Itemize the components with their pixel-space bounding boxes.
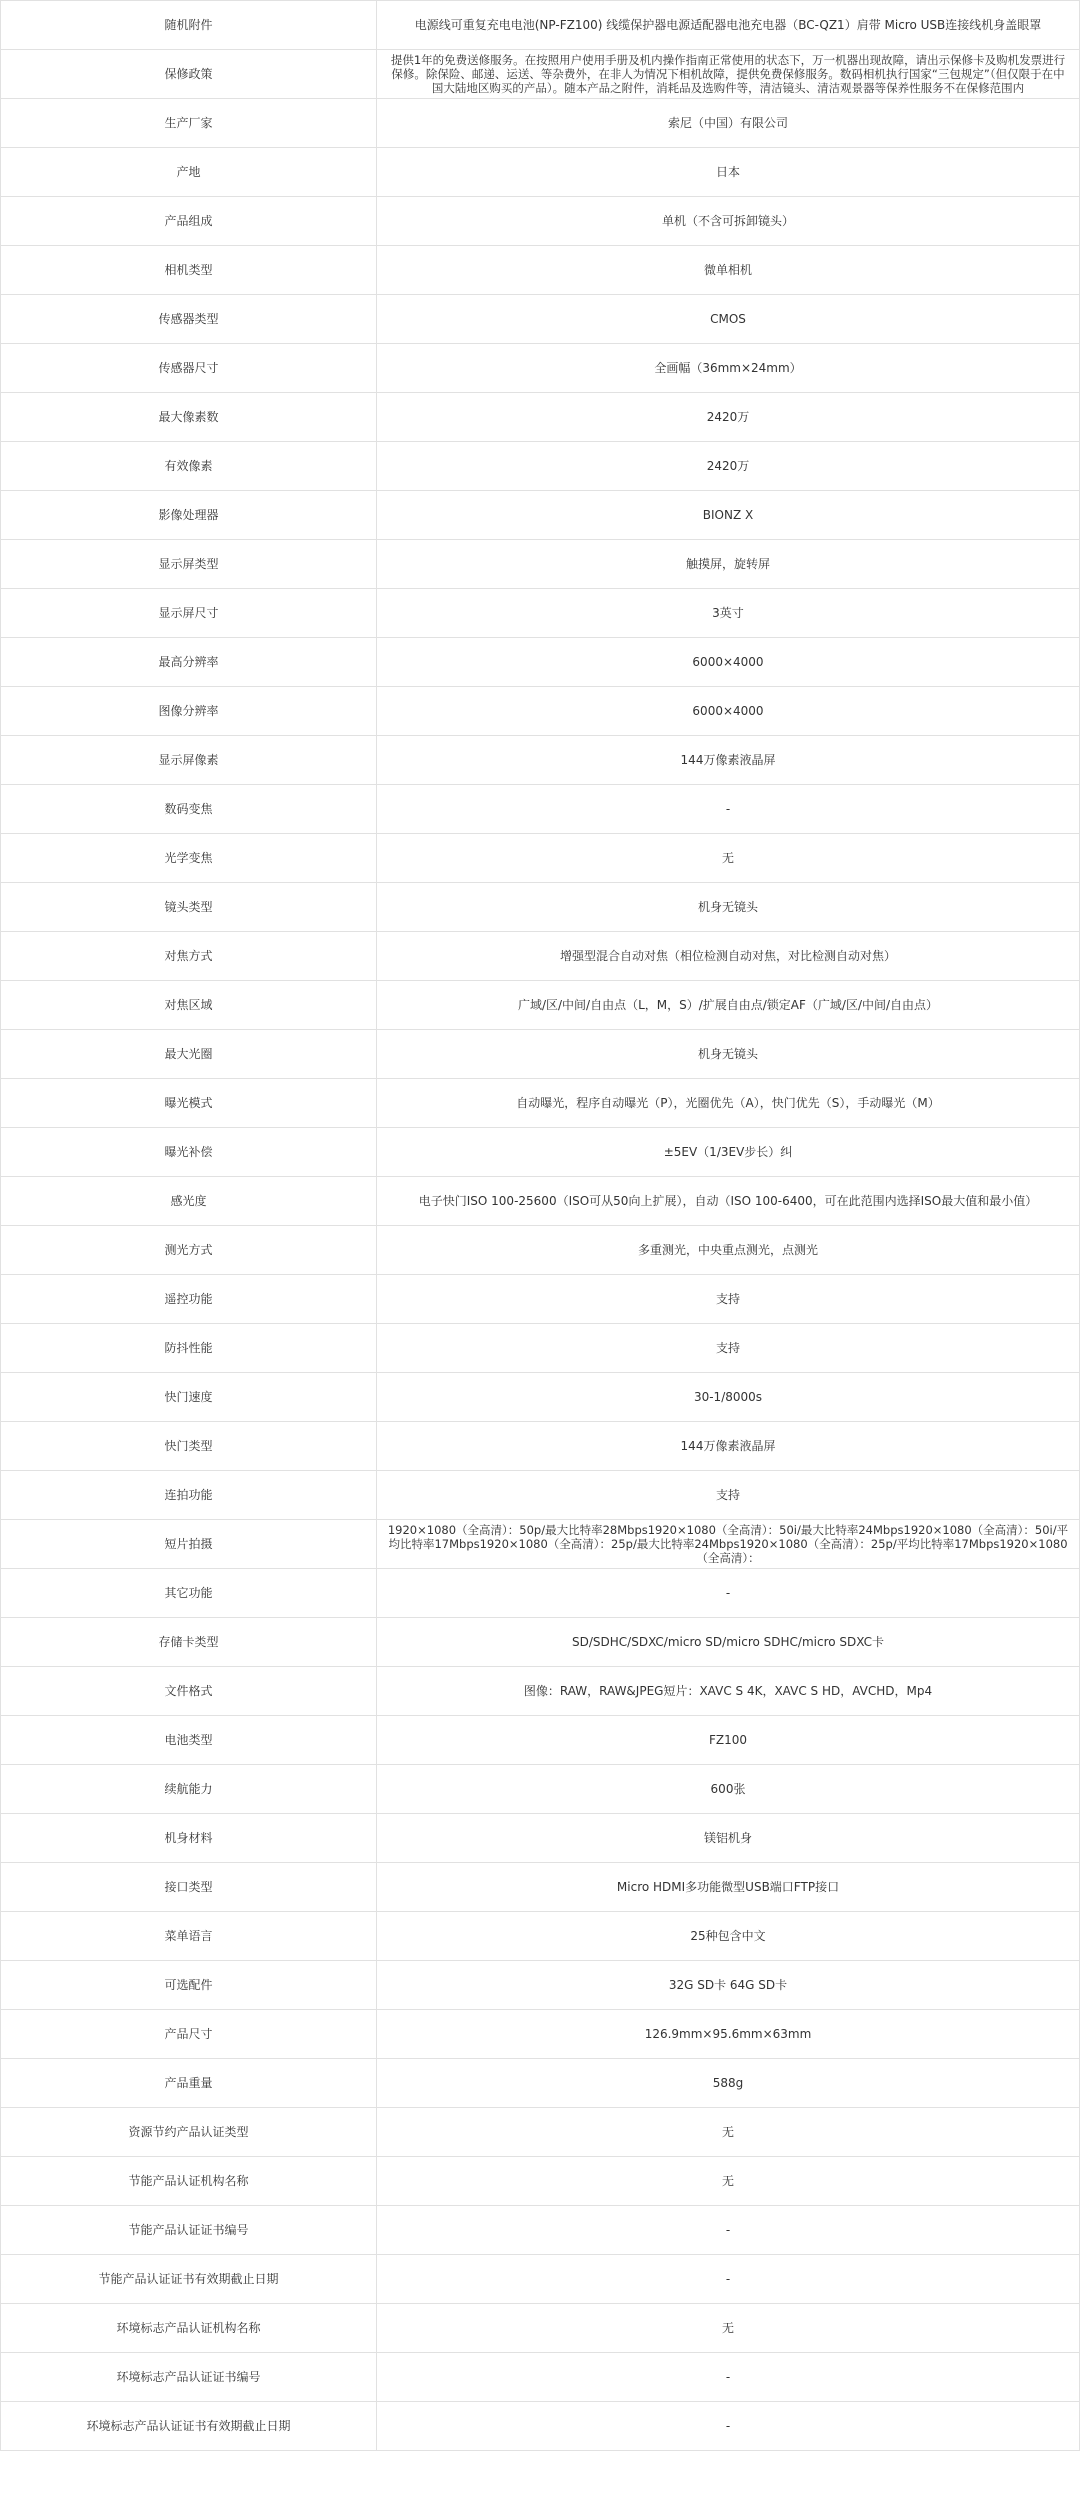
spec-label: 生产厂家: [1, 99, 377, 148]
spec-value: 支持: [377, 1471, 1080, 1520]
spec-label: 节能产品认证证书有效期截止日期: [1, 2255, 377, 2304]
spec-row: [1, 1520, 1080, 1569]
spec-label: 机身材料: [1, 1814, 377, 1863]
spec-row: [1, 295, 1080, 344]
spec-value: SD/SDHC/SDXC/micro SD/micro SDHC/micro SDXC卡: [377, 1618, 1080, 1667]
spec-value: BIONZ X: [377, 491, 1080, 540]
spec-row: [1, 148, 1080, 197]
spec-row: [1, 50, 1080, 99]
spec-value: 144万像素液晶屏: [377, 736, 1080, 785]
spec-value: 588g: [377, 2059, 1080, 2108]
spec-value: -: [377, 1569, 1080, 1618]
spec-label: 保修政策: [1, 50, 377, 99]
spec-label: 显示屏像素: [1, 736, 377, 785]
spec-value: 2420万: [377, 442, 1080, 491]
spec-label: 曝光模式: [1, 1079, 377, 1128]
spec-label: 显示屏类型: [1, 540, 377, 589]
spec-value: 126.9mm×95.6mm×63mm: [377, 2010, 1080, 2059]
spec-row: [1, 2402, 1080, 2451]
spec-row: [1, 981, 1080, 1030]
spec-row: [1, 2157, 1080, 2206]
spec-row: [1, 2010, 1080, 2059]
spec-label: 产地: [1, 148, 377, 197]
spec-value: 图像：RAW，RAW&JPEG短片：XAVC S 4K，XAVC S HD，AVCHD，Mp4: [377, 1667, 1080, 1716]
spec-label: 快门类型: [1, 1422, 377, 1471]
spec-row: [1, 1373, 1080, 1422]
spec-row: [1, 883, 1080, 932]
spec-row: [1, 1618, 1080, 1667]
spec-row: [1, 687, 1080, 736]
spec-label: 资源节约产品认证类型: [1, 2108, 377, 2157]
spec-value: 无: [377, 2304, 1080, 2353]
spec-label: 菜单语言: [1, 1912, 377, 1961]
spec-label: 产品组成: [1, 197, 377, 246]
spec-value: 6000×4000: [377, 687, 1080, 736]
spec-row: [1, 1765, 1080, 1814]
spec-row: [1, 1961, 1080, 2010]
spec-value: 机身无镜头: [377, 1030, 1080, 1079]
spec-label: 环境标志产品认证证书编号: [1, 2353, 377, 2402]
spec-row: [1, 1226, 1080, 1275]
spec-row: [1, 491, 1080, 540]
spec-value: 提供1年的免费送修服务。在按照用户使用手册及机内操作指南正常使用的状态下，万一机器出现故障，请出示保修卡及购机发票进行保修。除保险、邮递、运送、等杂费外，在非人为情况下相机故障，提供免费保修服务。数码相机执行国家“三包规定”（但仅限于在中国大陆地区购买的产品）。随本产品之附件，消耗品及选购件等，清洁镜头、清洁观景器等保养性服务不在保修范围内: [377, 50, 1080, 99]
spec-row: [1, 2255, 1080, 2304]
spec-value: 多重测光，中央重点测光，点测光: [377, 1226, 1080, 1275]
spec-value: 3英寸: [377, 589, 1080, 638]
spec-row: [1, 1667, 1080, 1716]
spec-value: 32G SD卡 64G SD卡: [377, 1961, 1080, 2010]
spec-value: 144万像素液晶屏: [377, 1422, 1080, 1471]
spec-label: 环境标志产品认证证书有效期截止日期: [1, 2402, 377, 2451]
spec-row: [1, 2206, 1080, 2255]
spec-label: 影像处理器: [1, 491, 377, 540]
spec-value: 全画幅（36mm×24mm）: [377, 344, 1080, 393]
spec-label: 传感器尺寸: [1, 344, 377, 393]
spec-value: -: [377, 2255, 1080, 2304]
spec-value: 微单相机: [377, 246, 1080, 295]
spec-value: 广域/区/中间/自由点（L，M，S）/扩展自由点/锁定AF（广域/区/中间/自由点）: [377, 981, 1080, 1030]
spec-row: [1, 1569, 1080, 1618]
spec-label: 遥控功能: [1, 1275, 377, 1324]
spec-row: [1, 1324, 1080, 1373]
spec-value: 镁铝机身: [377, 1814, 1080, 1863]
spec-row: [1, 1716, 1080, 1765]
spec-value: 机身无镜头: [377, 883, 1080, 932]
spec-label: 其它功能: [1, 1569, 377, 1618]
spec-label: 产品重量: [1, 2059, 377, 2108]
spec-row: [1, 2304, 1080, 2353]
spec-label: 测光方式: [1, 1226, 377, 1275]
spec-label: 节能产品认证机构名称: [1, 2157, 377, 2206]
spec-label: 电池类型: [1, 1716, 377, 1765]
spec-row: [1, 638, 1080, 687]
spec-value: -: [377, 2206, 1080, 2255]
spec-row: [1, 932, 1080, 981]
spec-value: 电源线可重复充电电池(NP-FZ100) 线缆保护器电源适配器电池充电器（BC-QZ1）肩带 Micro USB连接线机身盖眼罩: [377, 1, 1080, 50]
spec-row: [1, 785, 1080, 834]
spec-label: 光学变焦: [1, 834, 377, 883]
spec-row: [1, 1912, 1080, 1961]
spec-label: 对焦方式: [1, 932, 377, 981]
spec-value: 1920×1080（全高清）：50p/最大比特率28Mbps1920×1080（全高清）：50i/最大比特率24Mbps1920×1080（全高清）：50i/平均比特率17Mbps1920×1080（全高清）：25p/最大比特率24Mbps1920×1080（全高清）：25p/平均比特率17Mbps1920×1080（全高清）：: [377, 1520, 1080, 1569]
spec-label: 对焦区域: [1, 981, 377, 1030]
spec-row: [1, 344, 1080, 393]
spec-value: -: [377, 785, 1080, 834]
spec-value: 600张: [377, 1765, 1080, 1814]
spec-label: 镜头类型: [1, 883, 377, 932]
spec-value: 无: [377, 2108, 1080, 2157]
spec-label: 最大光圈: [1, 1030, 377, 1079]
spec-row: [1, 393, 1080, 442]
spec-row: [1, 197, 1080, 246]
spec-label: 传感器类型: [1, 295, 377, 344]
spec-value: 日本: [377, 148, 1080, 197]
spec-row: [1, 2108, 1080, 2157]
spec-row: [1, 442, 1080, 491]
spec-row: [1, 1863, 1080, 1912]
spec-label: 相机类型: [1, 246, 377, 295]
spec-row: [1, 1030, 1080, 1079]
spec-value: 支持: [377, 1275, 1080, 1324]
spec-label: 续航能力: [1, 1765, 377, 1814]
spec-label: 最大像素数: [1, 393, 377, 442]
spec-value: Micro HDMI多功能微型USB端口FTP接口: [377, 1863, 1080, 1912]
spec-label: 数码变焦: [1, 785, 377, 834]
spec-label: 节能产品认证证书编号: [1, 2206, 377, 2255]
spec-row: [1, 1128, 1080, 1177]
spec-value: 索尼（中国）有限公司: [377, 99, 1080, 148]
spec-row: [1, 1, 1080, 50]
spec-value: -: [377, 2402, 1080, 2451]
spec-label: 短片拍摄: [1, 1520, 377, 1569]
spec-label: 随机附件: [1, 1, 377, 50]
spec-value: FZ100: [377, 1716, 1080, 1765]
spec-label: 存储卡类型: [1, 1618, 377, 1667]
spec-value: -: [377, 2353, 1080, 2402]
spec-label: 有效像素: [1, 442, 377, 491]
spec-label: 最高分辨率: [1, 638, 377, 687]
spec-label: 接口类型: [1, 1863, 377, 1912]
spec-value: 无: [377, 2157, 1080, 2206]
spec-row: [1, 2353, 1080, 2402]
spec-row: [1, 736, 1080, 785]
spec-table-body: [1, 1, 1080, 2451]
spec-label: 曝光补偿: [1, 1128, 377, 1177]
spec-label: 文件格式: [1, 1667, 377, 1716]
spec-value: 增强型混合自动对焦（相位检测自动对焦，对比检测自动对焦）: [377, 932, 1080, 981]
spec-label: 产品尺寸: [1, 2010, 377, 2059]
spec-label: 环境标志产品认证机构名称: [1, 2304, 377, 2353]
spec-label: 感光度: [1, 1177, 377, 1226]
spec-row: [1, 1422, 1080, 1471]
spec-value: 25种包含中文: [377, 1912, 1080, 1961]
spec-row: [1, 99, 1080, 148]
spec-row: [1, 1471, 1080, 1520]
spec-row: [1, 1079, 1080, 1128]
spec-label: 图像分辨率: [1, 687, 377, 736]
spec-value: 触摸屏，旋转屏: [377, 540, 1080, 589]
spec-label: 显示屏尺寸: [1, 589, 377, 638]
spec-row: [1, 246, 1080, 295]
spec-label: 快门速度: [1, 1373, 377, 1422]
spec-label: 防抖性能: [1, 1324, 377, 1373]
spec-value: ±5EV（1/3EV步长）纠: [377, 1128, 1080, 1177]
spec-row: [1, 834, 1080, 883]
spec-value: 30-1/8000s: [377, 1373, 1080, 1422]
spec-row: [1, 1275, 1080, 1324]
spec-value: 无: [377, 834, 1080, 883]
spec-value: CMOS: [377, 295, 1080, 344]
spec-row: [1, 1814, 1080, 1863]
spec-value: 支持: [377, 1324, 1080, 1373]
spec-value: 6000×4000: [377, 638, 1080, 687]
spec-label: 连拍功能: [1, 1471, 377, 1520]
spec-value: 单机（不含可拆卸镜头）: [377, 197, 1080, 246]
spec-row: [1, 540, 1080, 589]
spec-label: 可选配件: [1, 1961, 377, 2010]
spec-value: 自动曝光，程序自动曝光（P），光圈优先（A），快门优先（S），手动曝光（M）: [377, 1079, 1080, 1128]
spec-row: [1, 2059, 1080, 2108]
spec-value: 2420万: [377, 393, 1080, 442]
spec-row: [1, 589, 1080, 638]
spec-value: 电子快门ISO 100-25600（ISO可从50向上扩展），自动（ISO 100-6400，可在此范围内选择ISO最大值和最小值）: [377, 1177, 1080, 1226]
spec-row: [1, 1177, 1080, 1226]
